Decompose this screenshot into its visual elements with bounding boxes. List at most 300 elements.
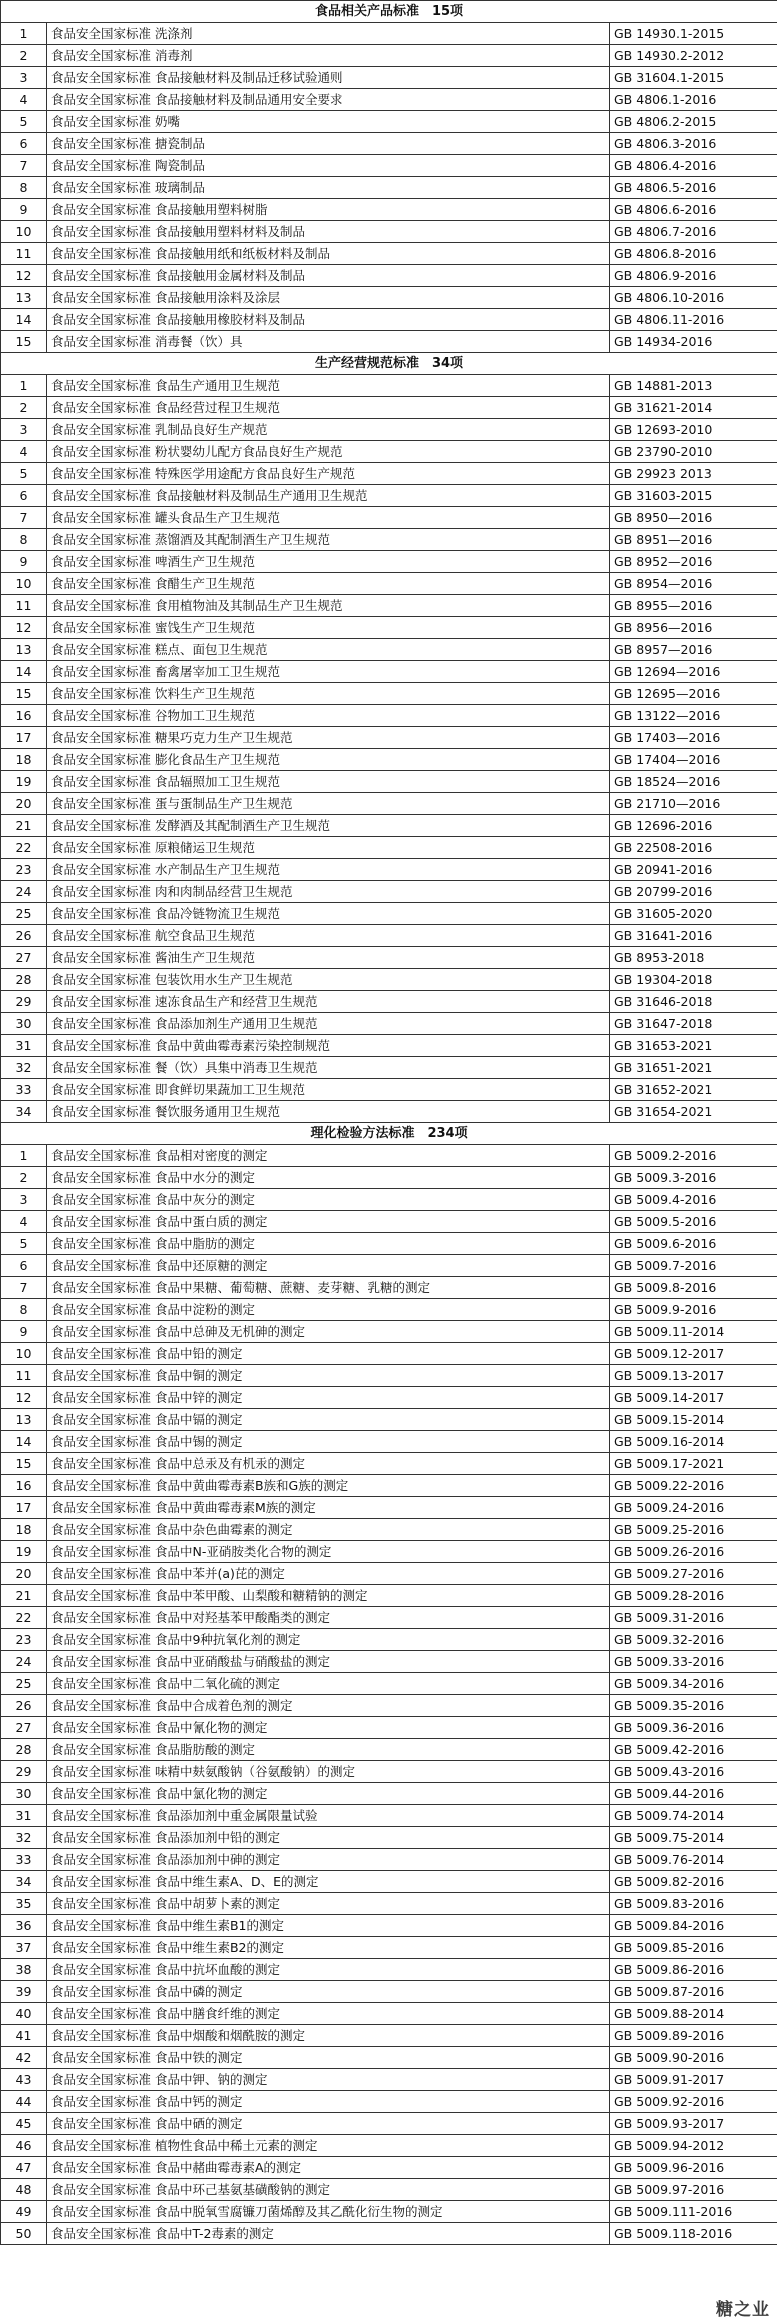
standard-name: 食品安全国家标准 食品中膳食纤维的测定 [47,2003,610,2025]
standard-name: 食品安全国家标准 食品中二氧化硫的测定 [47,1673,610,1695]
standard-name: 食品安全国家标准 食品中脂肪的测定 [47,1233,610,1255]
standard-code: GB 5009.2-2016 [610,1145,777,1167]
standard-name: 食品安全国家标准 餐饮服务通用卫生规范 [47,1101,610,1123]
standard-name: 食品安全国家标准 洗涤剂 [47,23,610,45]
standard-code: GB 4806.9-2016 [610,265,777,287]
standard-name: 食品安全国家标准 食品中N-亚硝胺类化合物的测定 [47,1541,610,1563]
row-number: 27 [1,1717,47,1739]
standard-name: 食品安全国家标准 食品经营过程卫生规范 [47,397,610,419]
row-number: 38 [1,1959,47,1981]
row-number: 4 [1,1211,47,1233]
standard-code: GB 5009.7-2016 [610,1255,777,1277]
standard-code: GB 5009.93-2017 [610,2113,777,2135]
standard-name: 食品安全国家标准 食品中赭曲霉毒素A的测定 [47,2157,610,2179]
table-row [1,1673,777,1695]
standard-name: 食品安全国家标准 食品中氯化物的测定 [47,1783,610,1805]
standard-name: 食品安全国家标准 食品中苯并(a)芘的测定 [47,1563,610,1585]
table-row [1,1541,777,1563]
table-row [1,1497,777,1519]
standard-name: 食品安全国家标准 食品中环己基氨基磺酸钠的测定 [47,2179,610,2201]
row-number: 35 [1,1893,47,1915]
standard-code: GB 5009.6-2016 [610,1233,777,1255]
standard-code: GB 29923 2013 [610,463,777,485]
row-number: 7 [1,1277,47,1299]
standard-name: 食品安全国家标准 食品中黄曲霉毒素M族的测定 [47,1497,610,1519]
row-number: 13 [1,639,47,661]
standard-code: GB 13122—2016 [610,705,777,727]
table-row [1,1871,777,1893]
standard-name: 食品安全国家标准 酱油生产卫生规范 [47,947,610,969]
table-row [1,1849,777,1871]
standard-code: GB 5009.97-2016 [610,2179,777,2201]
table-row [1,1365,777,1387]
standard-name: 食品安全国家标准 食品中黄曲霉毒素B族和G族的测定 [47,1475,610,1497]
table-row [1,243,777,265]
standard-code: GB 5009.91-2017 [610,2069,777,2091]
row-number: 39 [1,1981,47,2003]
standard-name: 食品安全国家标准 食品添加剂中重金属限量试验 [47,1805,610,1827]
standard-name: 食品安全国家标准 食品中苯甲酸、山梨酸和糖精钠的测定 [47,1585,610,1607]
standard-name: 食品安全国家标准 食品中铅的测定 [47,1343,610,1365]
standard-name: 食品安全国家标准 即食鲜切果蔬加工卫生规范 [47,1079,610,1101]
standard-name: 食品安全国家标准 味精中麸氨酸钠（谷氨酸钠）的测定 [47,1761,610,1783]
standard-code: GB 8953-2018 [610,947,777,969]
table-row [1,595,777,617]
standard-name: 食品安全国家标准 食品接触用纸和纸板材料及制品 [47,243,610,265]
table-row [1,1959,777,1981]
table-row [1,859,777,881]
standard-name: 食品安全国家标准 航空食品卫生规范 [47,925,610,947]
table-row [1,1321,777,1343]
table-row [1,1717,777,1739]
table-row [1,1739,777,1761]
standard-code: GB 8956—2016 [610,617,777,639]
standard-name: 食品安全国家标准 食品添加剂生产通用卫生规范 [47,1013,610,1035]
standard-code: GB 5009.9-2016 [610,1299,777,1321]
row-number: 28 [1,1739,47,1761]
table-row [1,2157,777,2179]
standard-code: GB 5009.8-2016 [610,1277,777,1299]
row-number: 11 [1,1365,47,1387]
table-row [1,947,777,969]
table-row [1,639,777,661]
row-number: 21 [1,1585,47,1607]
row-number: 24 [1,881,47,903]
standard-name: 食品安全国家标准 食品中氰化物的测定 [47,1717,610,1739]
standard-name: 食品安全国家标准 食品中钾、钠的测定 [47,2069,610,2091]
row-number: 26 [1,1695,47,1717]
standard-name: 食品安全国家标准 食品中黄曲霉毒素污染控制规范 [47,1035,610,1057]
standard-code: GB 17404—2016 [610,749,777,771]
row-number: 18 [1,749,47,771]
table-row [1,1519,777,1541]
standard-code: GB 5009.14-2017 [610,1387,777,1409]
table-row [1,2003,777,2025]
standard-name: 食品安全国家标准 乳制品良好生产规范 [47,419,610,441]
row-number: 29 [1,991,47,1013]
table-row [1,2091,777,2113]
table-row [1,1783,777,1805]
table-row [1,749,777,771]
standard-name: 食品安全国家标准 奶嘴 [47,111,610,133]
table-row [1,133,777,155]
standard-name: 食品安全国家标准 食品添加剂中铅的测定 [47,1827,610,1849]
standard-code: GB 14881-2013 [610,375,777,397]
row-number: 1 [1,375,47,397]
standard-code: GB 18524—2016 [610,771,777,793]
row-number: 5 [1,463,47,485]
table-row [1,265,777,287]
standard-name: 食品安全国家标准 食品中镉的测定 [47,1409,610,1431]
row-number: 19 [1,771,47,793]
row-number: 11 [1,243,47,265]
standard-name: 食品安全国家标准 肉和肉制品经营卫生规范 [47,881,610,903]
table-row [1,287,777,309]
table-row [1,727,777,749]
row-number: 2 [1,1167,47,1189]
table-row [1,177,777,199]
standard-name: 食品安全国家标准 食品中果糖、葡萄糖、蔗糖、麦芽糖、乳糖的测定 [47,1277,610,1299]
table-row [1,397,777,419]
standard-name: 食品安全国家标准 啤酒生产卫生规范 [47,551,610,573]
standard-code: GB 4806.10-2016 [610,287,777,309]
row-number: 11 [1,595,47,617]
row-number: 10 [1,1343,47,1365]
table-row [1,1409,777,1431]
table-row [1,67,777,89]
table-row [1,551,777,573]
table-row [1,573,777,595]
table-row [1,1189,777,1211]
row-number: 17 [1,727,47,749]
table-row [1,1761,777,1783]
standard-code: GB 5009.5-2016 [610,1211,777,1233]
row-number: 20 [1,1563,47,1585]
table-row [1,1629,777,1651]
standard-name: 食品安全国家标准 食品中铁的测定 [47,2047,610,2069]
row-number: 12 [1,265,47,287]
standard-name: 食品安全国家标准 畜禽屠宰加工卫生规范 [47,661,610,683]
standard-name: 食品安全国家标准 食品接触材料及制品生产通用卫生规范 [47,485,610,507]
standard-name: 食品安全国家标准 食品中磷的测定 [47,1981,610,2003]
section-header-row [1,1,777,23]
standard-name: 食品安全国家标准 食品中总砷及无机砷的测定 [47,1321,610,1343]
section-title: 生产经营规范标准 34项 [1,353,777,375]
standard-code: GB 5009.12-2017 [610,1343,777,1365]
table-row [1,1981,777,2003]
row-number: 23 [1,859,47,881]
standard-code: GB 5009.34-2016 [610,1673,777,1695]
row-number: 2 [1,397,47,419]
standard-code: GB 19304-2018 [610,969,777,991]
standard-code: GB 17403—2016 [610,727,777,749]
table-row [1,309,777,331]
standard-code: GB 5009.32-2016 [610,1629,777,1651]
standard-name: 食品安全国家标准 食品中硒的测定 [47,2113,610,2135]
table-row [1,1453,777,1475]
table-row [1,2069,777,2091]
row-number: 14 [1,309,47,331]
standard-code: GB 14930.2-2012 [610,45,777,67]
row-number: 24 [1,1651,47,1673]
standard-code: GB 12693-2010 [610,419,777,441]
row-number: 28 [1,969,47,991]
standard-code: GB 8954—2016 [610,573,777,595]
table-row [1,1387,777,1409]
row-number: 9 [1,1321,47,1343]
table-row [1,793,777,815]
standard-code: GB 8952—2016 [610,551,777,573]
row-number: 31 [1,1035,47,1057]
row-number: 4 [1,89,47,111]
standard-code: GB 5009.11-2014 [610,1321,777,1343]
table-row [1,1233,777,1255]
standard-code: GB 5009.92-2016 [610,2091,777,2113]
standard-code: GB 31603-2015 [610,485,777,507]
row-number: 50 [1,2223,47,2245]
standard-code: GB 4806.7-2016 [610,221,777,243]
table-row [1,529,777,551]
row-number: 1 [1,23,47,45]
standard-name: 食品安全国家标准 食品中抗坏血酸的测定 [47,1959,610,1981]
standard-name: 食品安全国家标准 玻璃制品 [47,177,610,199]
row-number: 9 [1,551,47,573]
row-number: 3 [1,67,47,89]
row-number: 20 [1,793,47,815]
standard-code: GB 5009.83-2016 [610,1893,777,1915]
table-row [1,441,777,463]
row-number: 34 [1,1871,47,1893]
standard-code: GB 5009.26-2016 [610,1541,777,1563]
row-number: 3 [1,419,47,441]
row-number: 32 [1,1057,47,1079]
table-row [1,463,777,485]
standard-code: GB 23790-2010 [610,441,777,463]
standard-code: GB 5009.94-2012 [610,2135,777,2157]
standard-name: 食品安全国家标准 食品中亚硝酸盐与硝酸盐的测定 [47,1651,610,1673]
standard-code: GB 5009.43-2016 [610,1761,777,1783]
standard-name: 食品安全国家标准 食品中总汞及有机汞的测定 [47,1453,610,1475]
table-row [1,1211,777,1233]
row-number: 34 [1,1101,47,1123]
table-row [1,111,777,133]
standard-code: GB 20799-2016 [610,881,777,903]
table-row [1,1079,777,1101]
standard-name: 食品安全国家标准 食品中铜的测定 [47,1365,610,1387]
standard-name: 食品安全国家标准 食品中锌的测定 [47,1387,610,1409]
table-row [1,1651,777,1673]
standard-code: GB 8950—2016 [610,507,777,529]
standard-code: GB 4806.2-2015 [610,111,777,133]
row-number: 30 [1,1783,47,1805]
standard-name: 食品安全国家标准 食品中胡萝卜素的测定 [47,1893,610,1915]
standard-code: GB 31653-2021 [610,1035,777,1057]
standard-name: 食品安全国家标准 食品相对密度的测定 [47,1145,610,1167]
standard-code: GB 8957—2016 [610,639,777,661]
row-number: 25 [1,903,47,925]
standard-code: GB 5009.28-2016 [610,1585,777,1607]
table-row [1,199,777,221]
standard-code: GB 5009.76-2014 [610,1849,777,1871]
standard-name: 食品安全国家标准 搪瓷制品 [47,133,610,155]
standard-code: GB 5009.90-2016 [610,2047,777,2069]
table-row [1,1695,777,1717]
standard-name: 食品安全国家标准 植物性食品中稀土元素的测定 [47,2135,610,2157]
standard-name: 食品安全国家标准 包装饮用水生产卫生规范 [47,969,610,991]
section-header-row [1,353,777,375]
standard-code: GB 4806.8-2016 [610,243,777,265]
standard-name: 食品安全国家标准 蜜饯生产卫生规范 [47,617,610,639]
standard-code: GB 4806.4-2016 [610,155,777,177]
standard-code: GB 5009.17-2021 [610,1453,777,1475]
row-number: 13 [1,287,47,309]
standard-code: GB 5009.88-2014 [610,2003,777,2025]
row-number: 42 [1,2047,47,2069]
table-row [1,89,777,111]
row-number: 19 [1,1541,47,1563]
table-row [1,221,777,243]
standard-code: GB 4806.3-2016 [610,133,777,155]
table-row [1,1277,777,1299]
row-number: 14 [1,1431,47,1453]
row-number: 15 [1,331,47,353]
table-row [1,1563,777,1585]
row-number: 27 [1,947,47,969]
row-number: 29 [1,1761,47,1783]
row-number: 6 [1,1255,47,1277]
table-row [1,1915,777,1937]
row-number: 9 [1,199,47,221]
standard-name: 食品安全国家标准 食品中锡的测定 [47,1431,610,1453]
row-number: 14 [1,661,47,683]
standard-code: GB 5009.31-2016 [610,1607,777,1629]
table-row [1,331,777,353]
standard-code: GB 14934-2016 [610,331,777,353]
standard-code: GB 5009.15-2014 [610,1409,777,1431]
standard-code: GB 5009.111-2016 [610,2201,777,2223]
standard-name: 食品安全国家标准 食品中水分的测定 [47,1167,610,1189]
row-number: 40 [1,2003,47,2025]
standard-code: GB 14930.1-2015 [610,23,777,45]
standard-name: 食品安全国家标准 食品中灰分的测定 [47,1189,610,1211]
standard-code: GB 5009.33-2016 [610,1651,777,1673]
section-header-row [1,1123,777,1145]
table-row [1,2025,777,2047]
row-number: 13 [1,1409,47,1431]
row-number: 43 [1,2069,47,2091]
standard-code: GB 31651-2021 [610,1057,777,1079]
standard-name: 食品安全国家标准 水产制品生产卫生规范 [47,859,610,881]
row-number: 37 [1,1937,47,1959]
standard-code: GB 5009.74-2014 [610,1805,777,1827]
table-row [1,1475,777,1497]
table-row [1,705,777,727]
standard-name: 食品安全国家标准 谷物加工卫生规范 [47,705,610,727]
row-number: 17 [1,1497,47,1519]
table-row [1,1101,777,1123]
standard-code: GB 5009.96-2016 [610,2157,777,2179]
standard-code: GB 31647-2018 [610,1013,777,1035]
standard-code: GB 12694—2016 [610,661,777,683]
row-number: 41 [1,2025,47,2047]
standard-code: GB 5009.89-2016 [610,2025,777,2047]
table-row [1,485,777,507]
standard-name: 食品安全国家标准 食品中对羟基苯甲酸酯类的测定 [47,1607,610,1629]
table-row [1,991,777,1013]
row-number: 8 [1,1299,47,1321]
row-number: 26 [1,925,47,947]
standard-code: GB 12695—2016 [610,683,777,705]
table-row [1,155,777,177]
row-number: 46 [1,2135,47,2157]
table-row [1,1057,777,1079]
row-number: 49 [1,2201,47,2223]
standard-code: GB 5009.25-2016 [610,1519,777,1541]
row-number: 6 [1,485,47,507]
table-row [1,1167,777,1189]
row-number: 48 [1,2179,47,2201]
section-title: 食品相关产品标准 15项 [1,1,777,23]
standard-name: 食品安全国家标准 食品中9种抗氧化剂的测定 [47,1629,610,1651]
table-row [1,1585,777,1607]
row-number: 33 [1,1849,47,1871]
table-row [1,815,777,837]
row-number: 25 [1,1673,47,1695]
table-row [1,1145,777,1167]
standard-name: 食品安全国家标准 食品接触材料及制品通用安全要求 [47,89,610,111]
standard-code: GB 5009.3-2016 [610,1167,777,1189]
standard-code: GB 31621-2014 [610,397,777,419]
standard-name: 食品安全国家标准 食品脂肪酸的测定 [47,1739,610,1761]
row-number: 21 [1,815,47,837]
standard-code: GB 4806.6-2016 [610,199,777,221]
row-number: 10 [1,221,47,243]
table-row [1,2047,777,2069]
standard-name: 食品安全国家标准 食品接触用塑料树脂 [47,199,610,221]
row-number: 4 [1,441,47,463]
row-number: 18 [1,1519,47,1541]
standard-name: 食品安全国家标准 蛋与蛋制品生产卫生规范 [47,793,610,815]
standard-name: 食品安全国家标准 食醋生产卫生规范 [47,573,610,595]
standard-code: GB 5009.27-2016 [610,1563,777,1585]
table-row [1,683,777,705]
table-row [1,1937,777,1959]
table-row [1,1827,777,1849]
table-row [1,837,777,859]
table-row [1,1013,777,1035]
row-number: 1 [1,1145,47,1167]
row-number: 15 [1,683,47,705]
standard-code: GB 5009.16-2014 [610,1431,777,1453]
standard-name: 食品安全国家标准 食品冷链物流卫生规范 [47,903,610,925]
table-row [1,1255,777,1277]
row-number: 23 [1,1629,47,1651]
standard-code: GB 8951—2016 [610,529,777,551]
table-row [1,1805,777,1827]
row-number: 44 [1,2091,47,2113]
standard-name: 食品安全国家标准 糖果巧克力生产卫生规范 [47,727,610,749]
standard-name: 食品安全国家标准 罐头食品生产卫生规范 [47,507,610,529]
standard-code: GB 5009.82-2016 [610,1871,777,1893]
standard-code: GB 8955—2016 [610,595,777,617]
table-row [1,2113,777,2135]
standard-name: 食品安全国家标准 食品接触用涂料及涂层 [47,287,610,309]
table-row [1,771,777,793]
standard-name: 食品安全国家标准 食品中还原糖的测定 [47,1255,610,1277]
standard-code: GB 5009.86-2016 [610,1959,777,1981]
row-number: 3 [1,1189,47,1211]
row-number: 15 [1,1453,47,1475]
